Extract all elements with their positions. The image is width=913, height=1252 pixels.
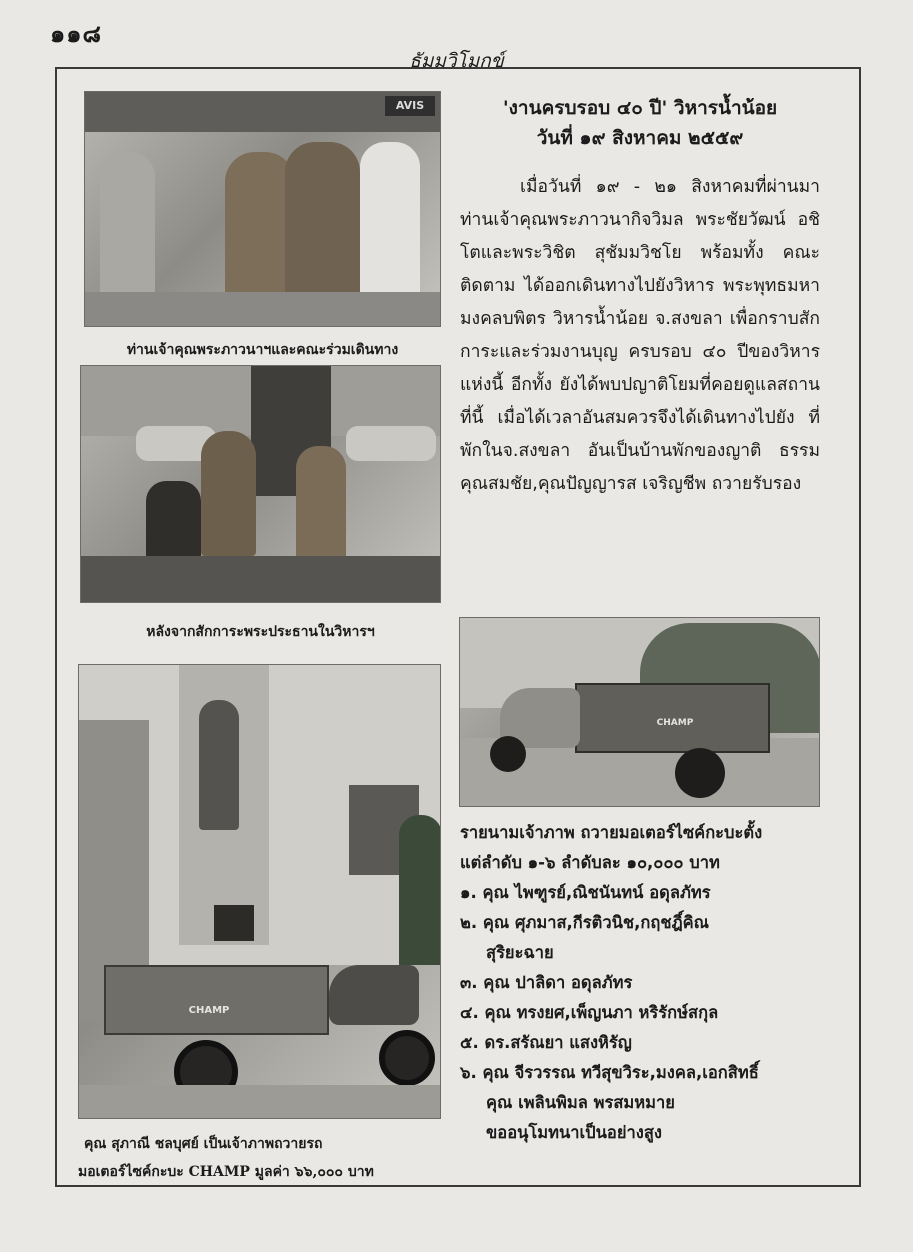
donor-item-3: ๓. คุณ ปาลิดา อดุลภัทร bbox=[460, 973, 633, 992]
article-title-line-1: 'งานครบรอบ ๔๐ ปี' วิหารน้ำน้อย bbox=[502, 97, 778, 119]
closing-line: ขออนุโมทนาเป็นอย่างสูง bbox=[486, 1123, 662, 1142]
caption-photo-3-line-1: คุณ สุภาณี ชลบุศย์ เป็นเจ้าภาพถวายรถ bbox=[84, 1136, 323, 1152]
donor-list-heading-1: รายนามเจ้าภาพ ถวายมอเตอร์ไซค์กะบะตั้ง bbox=[460, 823, 763, 842]
donor-item-6: ๖. คุณ จีรวรรณ ทวีสุขวิระ,มงคล,เอกสิทธิ์ bbox=[460, 1063, 759, 1082]
article-title bbox=[460, 93, 820, 153]
donor-list-heading-2: แต่ลำดับ ๑-๖ ลำดับละ ๑๐,๐๐๐ บาท bbox=[460, 853, 720, 872]
caption-photo-1: ท่านเจ้าคุณพระภาวนาฯและคณะร่วมเดินทาง bbox=[126, 342, 399, 358]
caption-photo-2: หลังจากสักการะพระประธานในวิหารฯ bbox=[146, 624, 375, 640]
article-body: เมื่อวันที่ ๑๙ - ๒๑ สิงหาคมที่ผ่านมา ท่านเจ้าคุณพระภาวนากิจวิมล พระชัยวัฒน์ อชิโตและพระวิชิต สุชัมมวิชโย พร้อมทั้ง คณะติดตาม ได้ออกเดินทางไปยังวิหาร พระพุทธมหามงคลบพิตร วิหารน้ำน้อย จ.สงขลา เพื่อกราบสักการะและร่วมงานบุญ ครบรอบ ๔๐ ปีของวิหารแห่งนี้ อีกทั้ง ยังได้พบปญาติโยมที่คอยดูแลสถานที่นี้ เมื่อได้เวลาอันสมควรจึงได้เดินทางไปยัง ที่พักในจ.สงขลา อันเป็นบ้านพักของญาติ ธรรม คุณสมชัย,คุณปัญญารส เจริญชีพ ถวายรับรอง bbox=[460, 177, 820, 494]
photo-temple-motorcycle bbox=[78, 664, 441, 1119]
donor-item-2-continued: สุริยะฉาย bbox=[486, 943, 554, 962]
donor-list bbox=[460, 818, 840, 1148]
donor-item-1: ๑. คุณ ไพฑูรย์,ณิชนันทน์ อดุลภัทร bbox=[460, 883, 711, 902]
photo-motorcycle-truck bbox=[459, 617, 820, 807]
champ-brand-label: CHAMP bbox=[188, 1005, 230, 1016]
photo-temple-steps bbox=[80, 365, 441, 603]
champ-brand-label-2: CHAMP bbox=[656, 718, 694, 728]
page-number: ๑๑๘ bbox=[50, 19, 102, 48]
photo-airport-group bbox=[84, 91, 441, 327]
article-title-line-2: วันที่ ๑๙ สิงหาคม ๒๕๕๙ bbox=[536, 127, 744, 149]
caption-photo-3-line-2: มอเตอร์ไซค์กะบะ CHAMP มูลค่า ๖๖,๐๐๐ บาท bbox=[78, 1164, 374, 1180]
running-head: ธัมมวิโมกข์ bbox=[409, 50, 504, 72]
avis-sign: AVIS bbox=[385, 96, 435, 116]
donor-item-5: ๕. ดร.สรัณยา แสงหิรัญ bbox=[460, 1033, 632, 1052]
donor-item-2: ๒. คุณ ศุภมาส,กีรติวนิช,กฤชฎิ์คิณ bbox=[460, 913, 709, 932]
donor-item-6-continued: คุณ เพลินพิมล พรสมหมาย bbox=[486, 1093, 675, 1112]
donor-item-4: ๔. คุณ ทรงยศ,เพ็ญนภา หริรักษ์สกุล bbox=[460, 1003, 719, 1022]
